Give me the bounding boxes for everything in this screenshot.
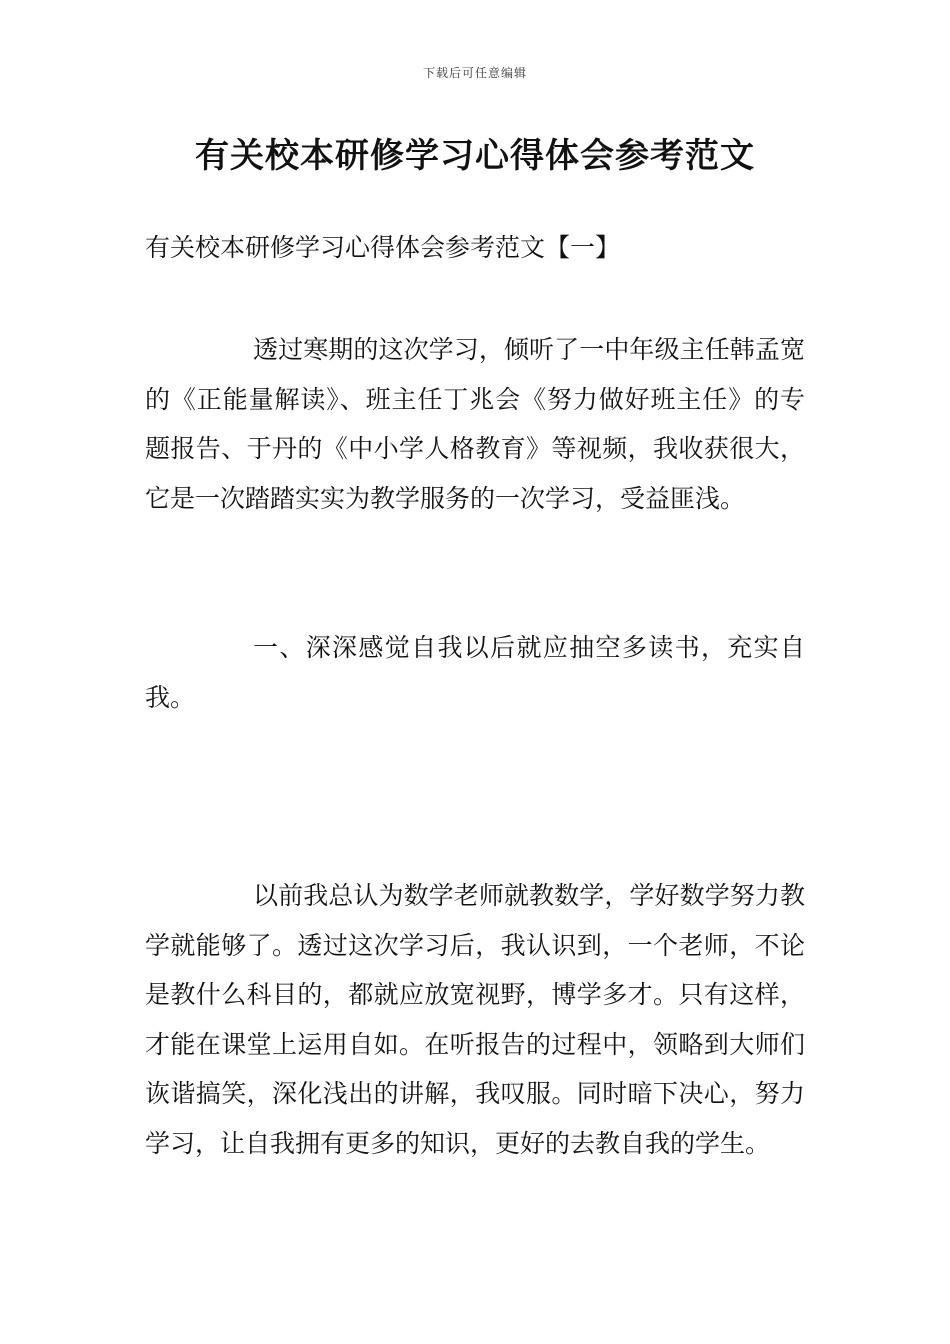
paragraph-3: 以前我总认为数学老师就教数学，学好数学努力教学就能够了。透过这次学习后，我认识到，一个老师，不论是教什么科目的，都就应放宽视野，博学多才。只有这样，才能在课堂上运用自如。在听报告的过程中，领略到大师们诙谐搞笑，深化浅出的讲解，我叹服。同时暗下决心，努力学习，让自我拥有更多的知识，更好的去教自我的学生。 bbox=[145, 881, 805, 1158]
paragraph-2: 一、深深感觉自我以后就应抽空多读书，充实自我。 bbox=[145, 633, 805, 712]
paragraph-1: 透过寒期的这次学习，倾听了一中年级主任韩孟宽的《正能量解读》、班主任丁兆会《努力做好班主任》的专题报告、于丹的《中小学人格教育》等视频，我收获很大，它是一次踏踏实实为教学服务的一次学习，受益匪浅。 bbox=[145, 335, 805, 513]
section-heading: 有关校本研修学习心得体会参考范文【一】 bbox=[145, 233, 621, 262]
document-title: 有关校本研修学习心得体会参考范文 bbox=[195, 136, 755, 176]
header-note: 下载后可任意编辑 bbox=[422, 66, 527, 80]
